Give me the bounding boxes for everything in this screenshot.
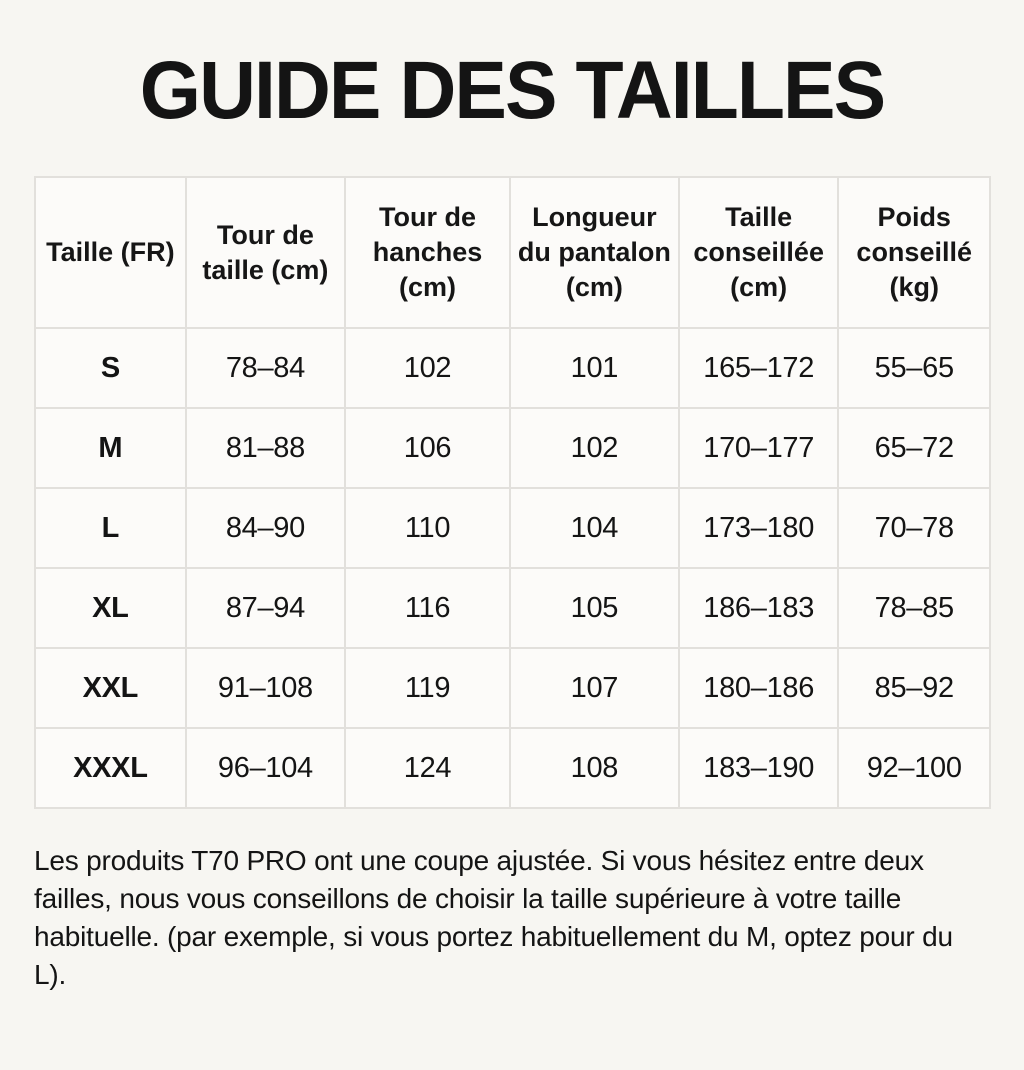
column-header-tour-de-hanches: Tour de hanches (cm)	[345, 177, 510, 328]
cell-tour-de-taille: 87–94	[186, 568, 345, 648]
cell-longueur-pantalon: 101	[510, 328, 679, 408]
cell-tour-de-taille: 81–88	[186, 408, 345, 488]
cell-taille-conseillee: 186–183	[679, 568, 838, 648]
table-row-xxxl	[35, 728, 990, 808]
column-header-longueur-pantalon: Longueur du pantalon (cm)	[510, 177, 679, 328]
cell-poids-conseille: 85–92	[838, 648, 990, 728]
cell-tour-de-hanches: 106	[345, 408, 510, 488]
cell-taille-conseillee: 170–177	[679, 408, 838, 488]
cell-size: XXL	[35, 648, 186, 728]
cell-longueur-pantalon: 108	[510, 728, 679, 808]
column-header-poids-conseille: Poids conseillé (kg)	[838, 177, 990, 328]
column-header-taille-fr: Taille (FR)	[35, 177, 186, 328]
cell-tour-de-hanches: 102	[345, 328, 510, 408]
table-row-xxl	[35, 648, 990, 728]
size-chart-header	[35, 177, 990, 328]
cell-size: M	[35, 408, 186, 488]
size-chart-body	[35, 328, 990, 808]
table-row-l	[35, 488, 990, 568]
cell-tour-de-hanches: 116	[345, 568, 510, 648]
cell-tour-de-hanches: 119	[345, 648, 510, 728]
table-row-xl	[35, 568, 990, 648]
column-header-tour-de-taille: Tour de taille (cm)	[186, 177, 345, 328]
cell-tour-de-hanches: 110	[345, 488, 510, 568]
cell-tour-de-taille: 96–104	[186, 728, 345, 808]
cell-poids-conseille: 70–78	[838, 488, 990, 568]
table-row-s	[35, 328, 990, 408]
column-header-taille-conseillee: Taille conseillée (cm)	[679, 177, 838, 328]
page-title: GUIDE DES TAILLES	[139, 45, 885, 136]
cell-tour-de-hanches: 124	[345, 728, 510, 808]
cell-size: XXXL	[35, 728, 186, 808]
cell-tour-de-taille: 84–90	[186, 488, 345, 568]
cell-longueur-pantalon: 107	[510, 648, 679, 728]
cell-longueur-pantalon: 105	[510, 568, 679, 648]
cell-longueur-pantalon: 102	[510, 408, 679, 488]
cell-poids-conseille: 78–85	[838, 568, 990, 648]
cell-taille-conseillee: 183–190	[679, 728, 838, 808]
header-row	[35, 177, 990, 328]
cell-poids-conseille: 65–72	[838, 408, 990, 488]
cell-longueur-pantalon: 104	[510, 488, 679, 568]
cell-size: L	[35, 488, 186, 568]
cell-poids-conseille: 55–65	[838, 328, 990, 408]
cell-size: XL	[35, 568, 186, 648]
size-guide-page	[0, 46, 1024, 1070]
cell-poids-conseille: 92–100	[838, 728, 990, 808]
cell-size: S	[35, 328, 186, 408]
table-row-m	[35, 408, 990, 488]
cell-tour-de-taille: 91–108	[186, 648, 345, 728]
fit-note: Les produits T70 PRO ont une coupe ajustée. Si vous hésitez entre deux failles, nous vous conseillons de choisir la taille supérieure à votre taille habituelle. (par exemple, si vous portez habituellement du M, optez pour du L).	[34, 845, 953, 991]
cell-tour-de-taille: 78–84	[186, 328, 345, 408]
cell-taille-conseillee: 165–172	[679, 328, 838, 408]
size-chart-table	[34, 176, 991, 809]
cell-taille-conseillee: 173–180	[679, 488, 838, 568]
cell-taille-conseillee: 180–186	[679, 648, 838, 728]
